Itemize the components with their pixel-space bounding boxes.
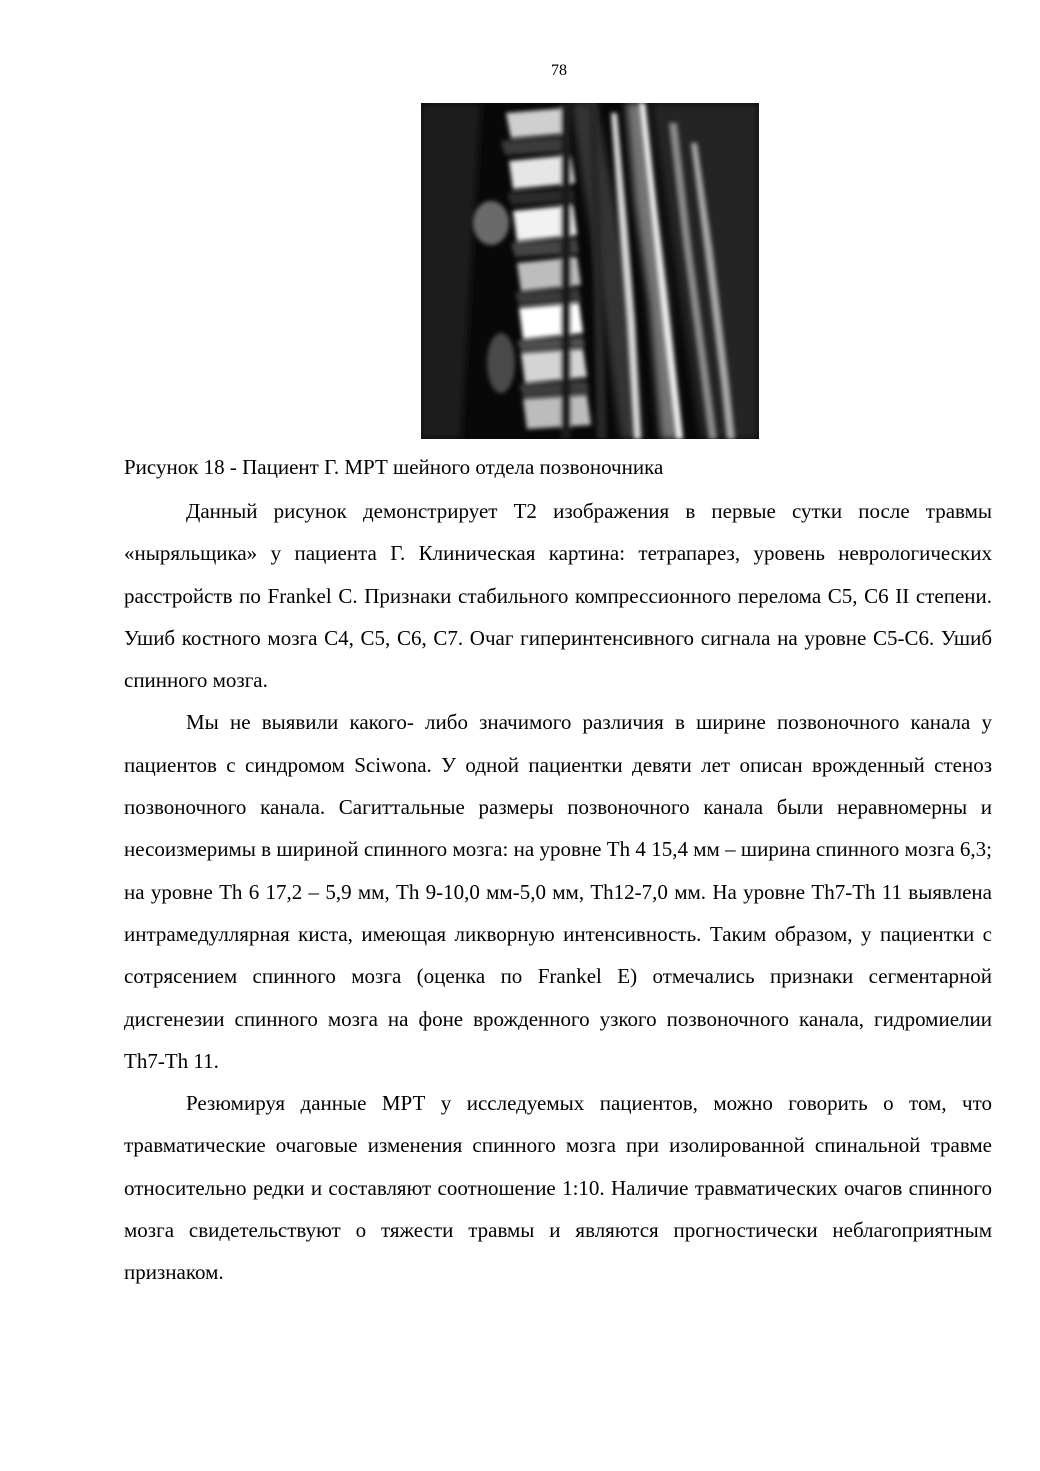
mri-image	[421, 103, 759, 439]
body-text	[124, 490, 992, 1294]
paragraph: Данный рисунок демонстрирует Т2 изображения в первые сутки после травмы «ныряльщика» у пациента Г. Клиническая картина: тетрапарез, уровень неврологических расстройств по Frankel C. Признаки стабильного компрессионного перелома С5, С6 II степени. Ушиб костного мозга С4, С5, С6, С7. Очаг гиперинтенсивного сигнала на уровне С5-С6. Ушиб спинного мозга.	[124, 499, 992, 693]
figure-caption: Рисунок 18 - Пациент Г. МРТ шейного отдела позвоночника	[124, 455, 664, 479]
paragraph: Резюмируя данные МРТ у исследуемых пациентов, можно говорить о том, что травматические очаговые изменения спинного мозга при изолированной спинальной травме относительно редки и составляют соотношение 1:10. Наличие травматических очагов спинного мозга свидетельствуют о тяжести травмы и являются прогностически неблагоприятным признаком.	[124, 1091, 992, 1285]
paragraph: Мы не выявили какого- либо значимого различия в ширине позвоночного канала у пациентов с синдромом Sciwona. У одной пациентки девяти лет описан врожденный стеноз позвоночного канала. Сагиттальные размеры позвоночного канала были неравномерны и несоизмеримы в шириной спинного мозга: на уровне Th 4 15,4 мм – ширина спинного мозга 6,3; на уровне Th 6 17,2 – 5,9 мм, Th 9-10,0 мм-5,0 мм, Th12-7,0 мм. На уровне Th7-Th 11 выявлена интрамедуллярная киста, имеющая ликворную интенсивность. Таким образом, у пациентки с сотрясением спинного мозга (оценка по Frankel E) отмечались признаки сегментарной дисгенезии спинного мозга на фоне врожденного узкого позвоночного канала, гидромиелии Th7-Th 11.	[124, 710, 992, 1073]
page-number: 78	[551, 62, 567, 79]
